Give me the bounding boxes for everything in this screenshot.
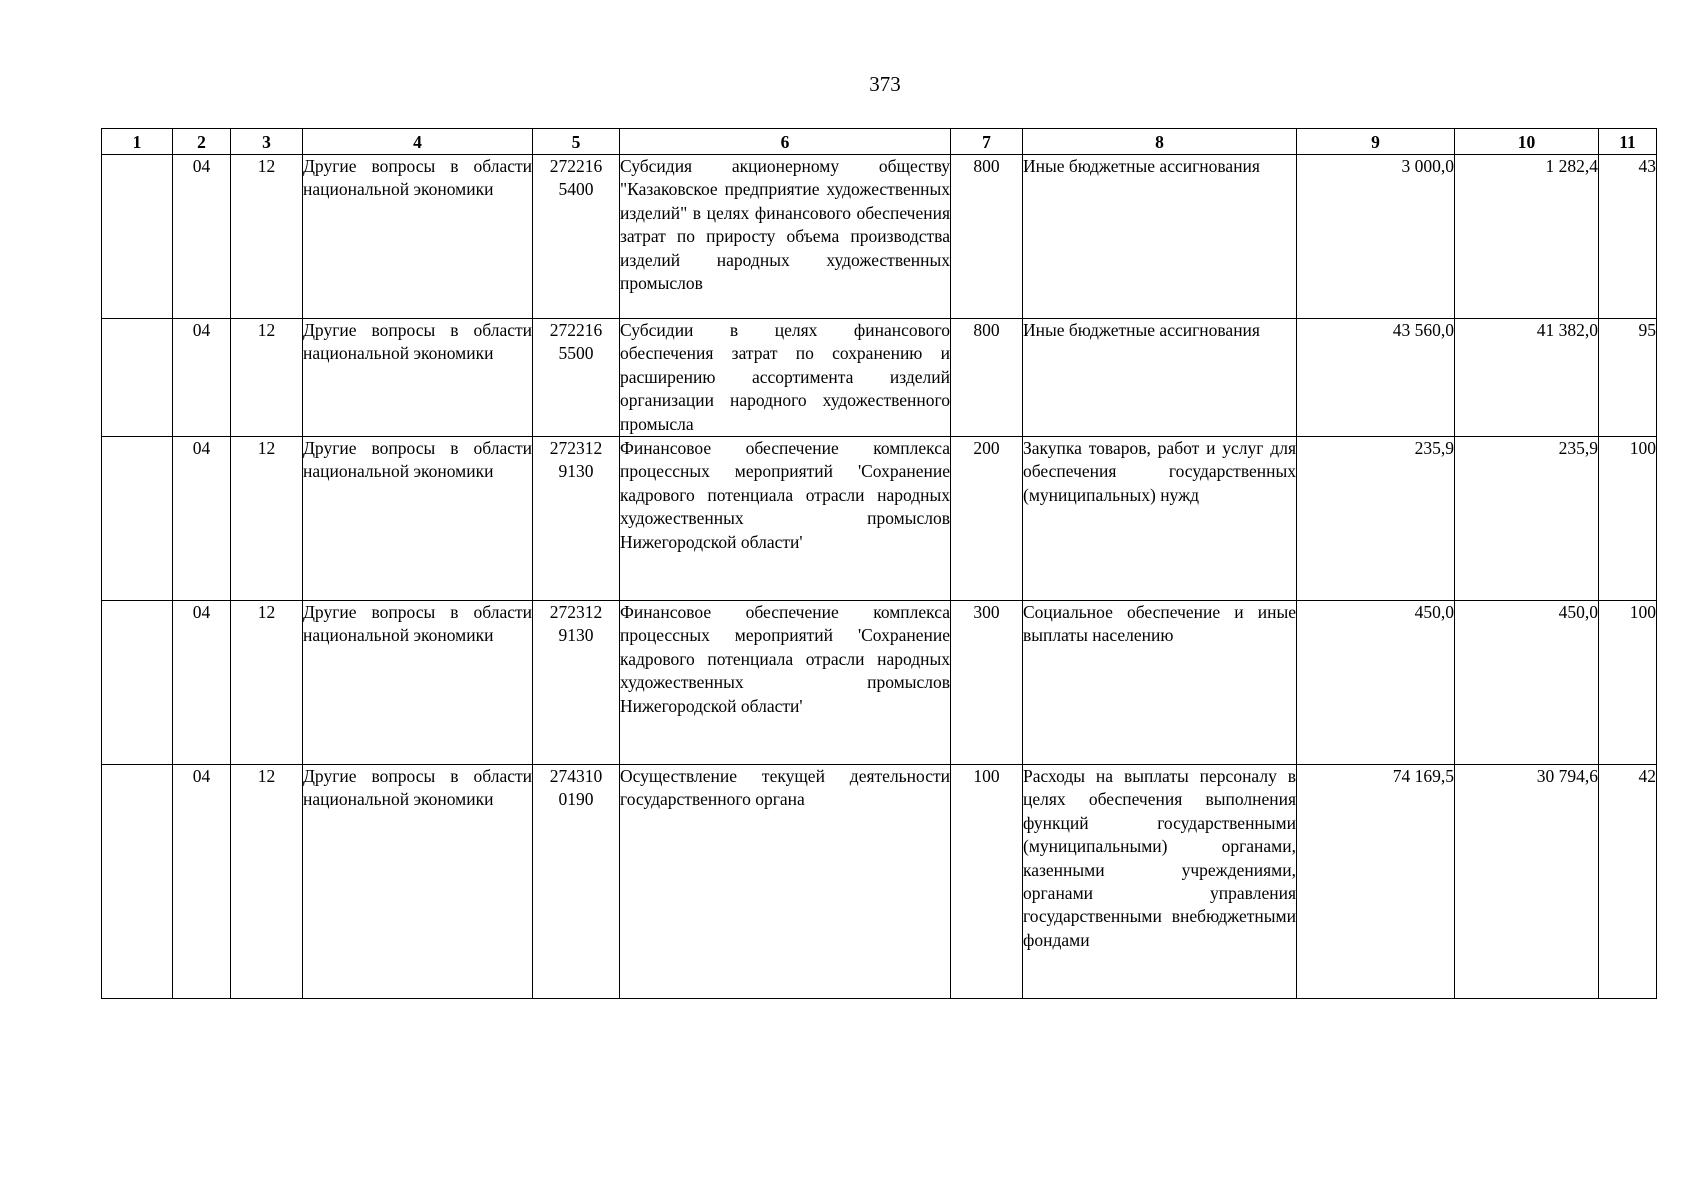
cell-col-1 [102, 601, 173, 765]
cell-section-name: Другие вопросы в области национальной экономики [303, 319, 533, 437]
cell-section: 04 [173, 601, 231, 765]
cell-percent: 43 [1599, 155, 1657, 319]
header-col-6: 6 [620, 129, 951, 155]
table-row [102, 601, 1657, 765]
table-row [102, 319, 1657, 437]
cell-description: Финансовое обеспечение комплекса процессных мероприятий 'Сохранение кадрового потенциала отрасли народных художественных промыслов Нижегородской области' [620, 601, 951, 765]
cell-plan-amount: 450,0 [1297, 601, 1455, 765]
header-row [102, 129, 1657, 155]
cell-expense-type-name: Расходы на выплаты персоналу в целях обеспечения выполнения функций государственными (муниципальными) органами, казенными учреждениями, органами управления государственными внебюджетными фондами [1023, 765, 1297, 999]
header-col-2: 2 [173, 129, 231, 155]
cell-expense-type: 800 [951, 155, 1023, 319]
cell-col-1 [102, 155, 173, 319]
cell-target-code [533, 765, 620, 999]
cell-target-code [533, 155, 620, 319]
cell-section: 04 [173, 765, 231, 999]
cell-expense-type: 200 [951, 437, 1023, 601]
cell-plan-amount: 74 169,5 [1297, 765, 1455, 999]
cell-percent: 42 [1599, 765, 1657, 999]
cell-col-1 [102, 319, 173, 437]
target-code-part-1: 272216 [549, 320, 603, 340]
target-code-part-2: 5400 [558, 179, 594, 200]
cell-description: Субсидии в целях финансового обеспечения затрат по сохранению и расширению ассортимента изделий организации народного художественного промысла [620, 319, 951, 437]
cell-section-name: Другие вопросы в области национальной экономики [303, 765, 533, 999]
cell-description: Финансовое обеспечение комплекса процессных мероприятий 'Сохранение кадрового потенциала отрасли народных художественных промыслов Нижегородской области' [620, 437, 951, 601]
header-col-1: 1 [102, 129, 173, 155]
header-col-5: 5 [533, 129, 620, 155]
target-code-part-1: 272312 [549, 602, 603, 623]
cell-col-1 [102, 437, 173, 601]
cell-percent: 95 [1599, 319, 1657, 437]
cell-actual-amount: 235,9 [1455, 437, 1599, 601]
cell-target-code [533, 601, 620, 765]
header-col-7: 7 [951, 129, 1023, 155]
cell-actual-amount: 450,0 [1455, 601, 1599, 765]
cell-section-name: Другие вопросы в области национальной экономики [303, 601, 533, 765]
header-col-9: 9 [1297, 129, 1455, 155]
cell-subsection: 12 [231, 155, 303, 319]
target-code-part-2: 9130 [558, 625, 594, 646]
header-col-4: 4 [303, 129, 533, 155]
target-code-part-2: 0190 [558, 789, 594, 810]
target-code-part-1: 274310 [549, 766, 603, 787]
cell-section: 04 [173, 437, 231, 601]
cell-percent: 100 [1599, 437, 1657, 601]
cell-plan-amount: 235,9 [1297, 437, 1455, 601]
page-number: 373 [869, 72, 901, 96]
target-code-part-2: 5500 [558, 343, 594, 364]
table-row [102, 437, 1657, 601]
cell-expense-type-name: Закупка товаров, работ и услуг для обеспечения государственных (муниципальных) нужд [1023, 437, 1297, 601]
cell-percent: 100 [1599, 601, 1657, 765]
header-col-3: 3 [231, 129, 303, 155]
cell-plan-amount: 3 000,0 [1297, 155, 1455, 319]
budget-table [101, 128, 1657, 999]
cell-expense-type: 100 [951, 765, 1023, 999]
cell-section: 04 [173, 155, 231, 319]
cell-plan-amount: 43 560,0 [1297, 319, 1455, 437]
target-code-part-2: 9130 [558, 461, 594, 482]
cell-target-code [533, 437, 620, 601]
header-col-11: 11 [1599, 129, 1657, 155]
cell-section-name: Другие вопросы в области национальной экономики [303, 437, 533, 601]
cell-expense-type: 800 [951, 319, 1023, 437]
cell-target-code [533, 319, 620, 437]
table-row [102, 765, 1657, 999]
table-row [102, 155, 1657, 319]
header-col-10: 10 [1455, 129, 1599, 155]
target-code-part-1: 272216 [549, 156, 603, 176]
cell-subsection: 12 [231, 437, 303, 601]
cell-subsection: 12 [231, 765, 303, 999]
cell-subsection: 12 [231, 319, 303, 437]
cell-actual-amount: 30 794,6 [1455, 765, 1599, 999]
cell-col-1 [102, 765, 173, 999]
header-col-8: 8 [1023, 129, 1297, 155]
target-code-part-1: 272312 [549, 438, 603, 459]
cell-section-name: Другие вопросы в области национальной экономики [303, 155, 533, 319]
cell-subsection: 12 [231, 601, 303, 765]
cell-actual-amount: 1 282,4 [1455, 155, 1599, 319]
cell-expense-type-name: Социальное обеспечение и иные выплаты населению [1023, 601, 1297, 765]
cell-expense-type-name: Иные бюджетные ассигнования [1023, 155, 1297, 319]
cell-actual-amount: 41 382,0 [1455, 319, 1599, 437]
cell-expense-type: 300 [951, 601, 1023, 765]
cell-description: Осуществление текущей деятельности государственного органа [620, 765, 951, 999]
cell-expense-type-name: Иные бюджетные ассигнования [1023, 319, 1297, 437]
cell-description: Субсидия акционерному обществу "Казаковское предприятие художественных изделий" в целях финансового обеспечения затрат по приросту объема производства изделий народных художественных промыслов [620, 155, 951, 319]
cell-section: 04 [173, 319, 231, 437]
